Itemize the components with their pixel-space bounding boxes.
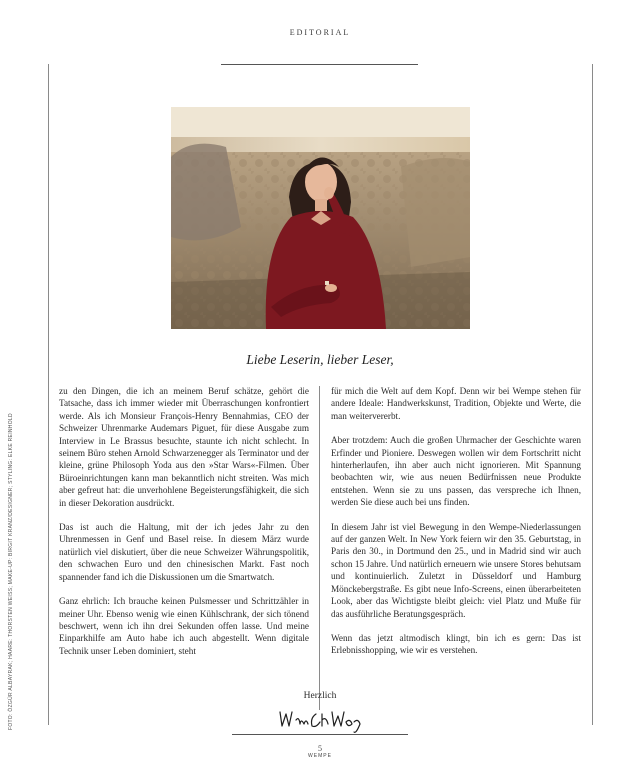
closing-text: Herzlich bbox=[303, 691, 337, 701]
paragraph: Ganz ehrlich: Ich brauche keinen Pulsmesser und Schrittzähler in meiner Uhr. Ebenso wenig wie einen Kühlschrank, der sich tönend beschwert, wenn ich ihn drei Sekunden offen lasse. Und meine Einparkhilfe am Auto habe ich auch abgestellt. Wenn digitale Technik unser Leben dominiert, steht bbox=[59, 596, 309, 656]
paragraph: Aber trotzdem: Auch die großen Uhrmacher der Geschichte waren Erfinder und Pioniere. Deswegen wollen wir dem Fortschritt nicht hinterherlaufen, ihn aber auch nicht ignorieren. Mit Spannung beobachten wir, wie aus neuen Bedürfnissen neue Produkte entstehen. Wenn sie zu uns passen, das verspreche ich Ihnen, werden Sie diese auch bei uns finden. bbox=[331, 435, 581, 508]
section-label: EDITORIAL bbox=[289, 28, 351, 37]
salutation-heading: Liebe Leserin, lieber Leser, bbox=[246, 352, 394, 367]
paragraph: zu den Dingen, die ich an meinem Beruf schätze, gehört die Tatsache, dass ich immer wieder mit Überraschungen konfrontiert werde. Als ich Monsieur François-Henry Bennahmias, CEO der Schweizer Uhrenmarke Audemars Piguet, für diese Ausgabe zum Interview in Le Brassus besuchte, staunte ich nicht schlecht. In seinem Büro stehen Arnold Schwarzenegger als Terminator und der kleine, grüne Philosoph Yoda aus den »Star Wars«-Filmen. Über Büroeinrichtungen kann man bekanntlich nicht streiten. Was mich aber gefreut hat: die unverhohlene Begeisterungsfähigkeit, die sich in dieser Dekoration ausdrückt. bbox=[59, 386, 309, 508]
paragraph: In diesem Jahr ist viel Bewegung in den Wempe-Niederlassungen auf der ganzen Welt. In New York feiern wir den 35. Geburtstag, in Paris den 30., in Dortmund den 25., und in Madrid sind wir auch schon 15 Jahre. Und natürlich erneuern wie unsere Stores behutsam und kontinuierlich. Zuletzt in Düsseldorf und Hamburg Mönckebergstraße. Es gibt neue Info-Screens, einen überarbeiteten Look, aber das Wichtigste bleibt gleich: viel Platz und Muße für das ausführliche Beratungsgespräch. bbox=[331, 521, 581, 619]
handwritten-signature bbox=[276, 700, 366, 734]
right-margin-rule bbox=[592, 64, 593, 725]
photo-credit: FOTO: ÖZGÜR ALBAYRAK; HAARE: THORSTEN WEISS; MAKE-UP: BIRGIT KRANZ/DESIGNER; STYLING: ELKE REINHOLD bbox=[8, 413, 14, 730]
paragraph: Wenn das jetzt altmodisch klingt, bin ich es gern: Das ist Erlebnisshopping, wie wir es verstehen. bbox=[331, 632, 581, 656]
column-divider bbox=[319, 386, 320, 710]
right-text-column bbox=[331, 385, 581, 669]
left-margin-rule bbox=[48, 64, 49, 725]
paragraph: für mich die Welt auf dem Kopf. Denn wir bei Wempe stehen für andere Ideale: Handwerkskunst, Tradition, Objekte und Werte, die man weitervererbt. bbox=[331, 386, 581, 421]
portrait-photo bbox=[171, 107, 470, 329]
brand-wordmark: WEMPE bbox=[308, 753, 332, 759]
portrait-illustration bbox=[171, 107, 470, 329]
paragraph: Das ist auch die Haltung, mit der ich jedes Jahr zu den Uhrenmessen in Genf und Basel reise. In diesem März wurde natürlich viel diskutiert, über die neue Schweizer Währungspolitik, den schwachen Euro und den chinesischen Markt. Fast noch spannender fand ich die Diskussionen um die Smartwatch. bbox=[59, 522, 309, 582]
left-text-column bbox=[59, 385, 309, 669]
top-rule bbox=[221, 64, 418, 65]
page-number: 5 bbox=[318, 744, 322, 753]
bottom-rule bbox=[232, 734, 408, 735]
signature-graphic bbox=[276, 700, 366, 734]
